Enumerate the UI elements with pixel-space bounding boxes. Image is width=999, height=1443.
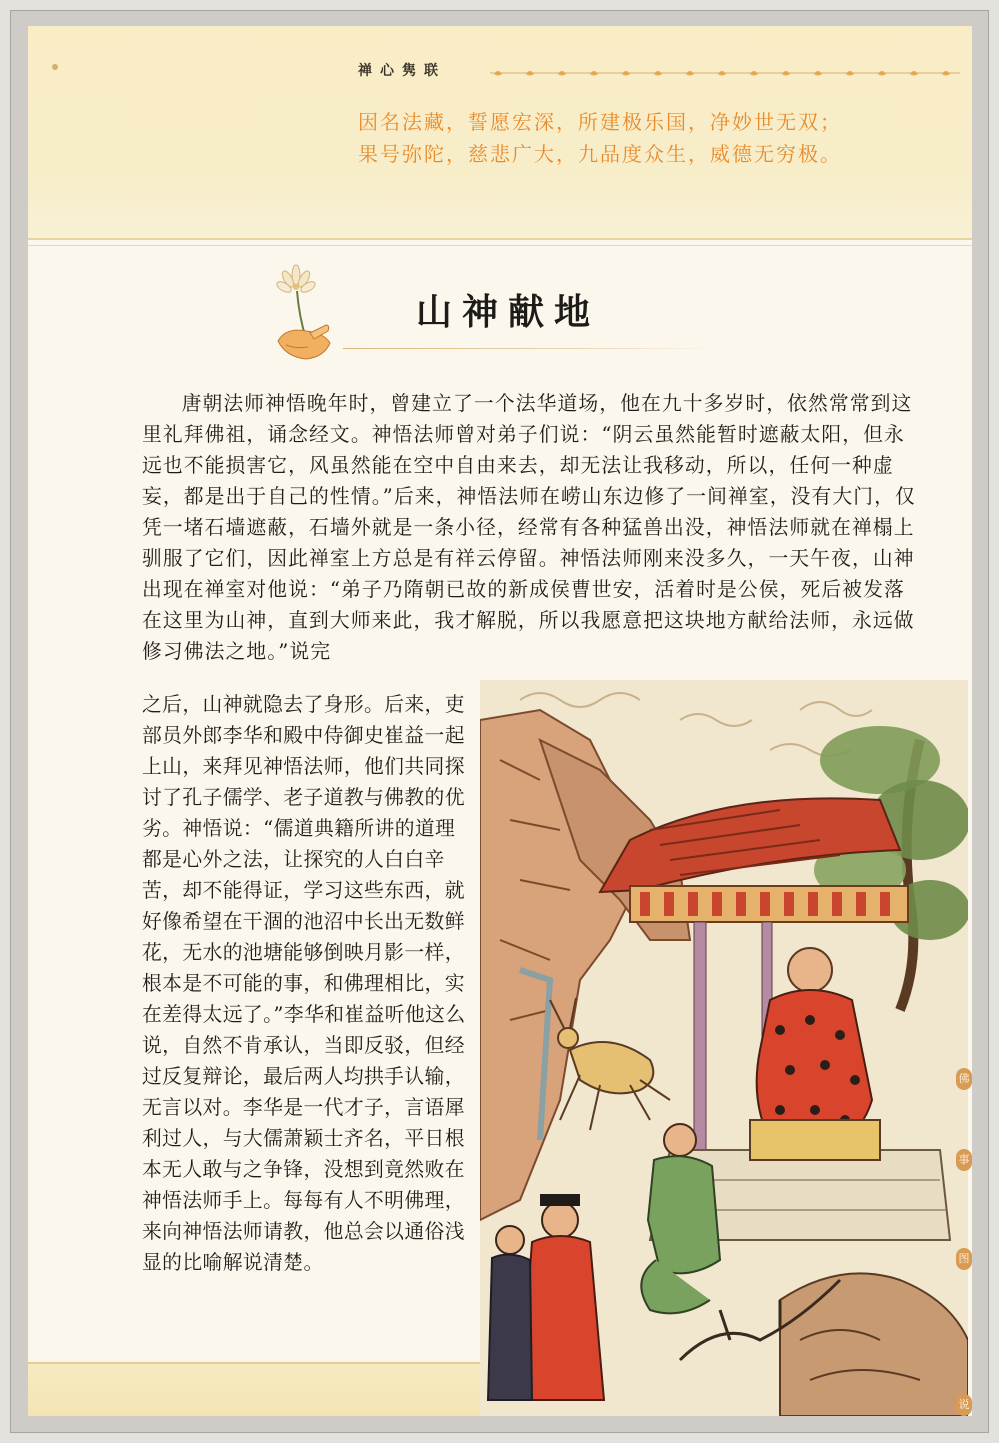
side-tab-shi: 事 bbox=[956, 1149, 972, 1171]
couplet-line-1: 因名法藏，誓愿宏深，所建极乐国，净妙世无双； bbox=[358, 110, 842, 134]
couplet-line-2: 果号弥陀，慈悲广大，九品度众生，威德无穷极。 bbox=[358, 142, 842, 166]
side-tab-fo: 佛 bbox=[956, 1068, 972, 1090]
article-paragraph-narrow: 之后，山神就隐去了身形。后来，吏部员外郎李华和殿中侍御史崔益一起上山，来拜见神悟法师，他们共同探讨了孔子儒学、老子道教与佛教的优劣。神悟说：“儒道典籍所讲的道理都是心外之法，让探究的人白白辛苦，却不能得证，学习这些东西，就好像希望在干涸的池沼中长出无数鲜花，无水的池塘能够倒映月影一样，根本是不可能的事，和佛理相比，实在差得太远了。”李华和崔益听他这么说，自然不肯承认，当即反驳，但经过反复辩论，最后两人均拱手认输，无言以对。李华是一代才子，言语犀利过人，与大儒萧颖士齐名，平日根本无人敢与之争锋，没想到竟然败在神悟法师手上。每每有人不明佛理，来向神悟法师请教，他总会以通俗浅显的比喻解说清楚。 bbox=[142, 693, 466, 1274]
book-page bbox=[28, 26, 972, 1416]
series-title: 禅心隽联 bbox=[358, 63, 446, 79]
pillar-left bbox=[694, 922, 706, 1162]
article-title: 山神献地 bbox=[416, 291, 601, 333]
side-tab-tu: 图 bbox=[956, 1248, 972, 1270]
header-band bbox=[28, 26, 972, 240]
article-paragraph-full: 唐朝法师神悟晚年时，曾建立了一个法华道场，他在九十多岁时，依然常常到这里礼拜佛祖，诵念经文。神悟法师曾对弟子们说：“阴云虽然能暂时遮蔽太阳，但永远也不能损害它，风虽然能在空中自由来去，却无法让我移动，所以，任何一种虚妄，都是出于自己的性情。”后来，神悟法师在崂山东边修了一间禅室，没有大门，仅凭一堵石墙遮蔽，石墙外就是一条小径，经常有各种猛兽出没，神悟法师就在禅榻上驯服了它们，因此禅室上方总是有祥云停留。神悟法师刚来没多久，一天午夜，山神出现在禅室对他说：“弟子乃隋朝已故的新成侯曹世安，活着时是公侯，死后被发落在这里为山神，直到大师来此，我才解脱，所以我愿意把这块地方献给法师，永远做修习佛法之地。”说完 bbox=[142, 392, 916, 663]
side-tab-shuo: 说 bbox=[956, 1394, 972, 1416]
lotus-hand-ornament bbox=[266, 261, 346, 371]
footer-band bbox=[28, 1362, 480, 1416]
lotus-border-ornament bbox=[490, 68, 960, 78]
illustration-mountain-god-scene bbox=[480, 680, 968, 1416]
header-ornament-dot bbox=[52, 64, 58, 70]
title-divider bbox=[343, 348, 718, 349]
